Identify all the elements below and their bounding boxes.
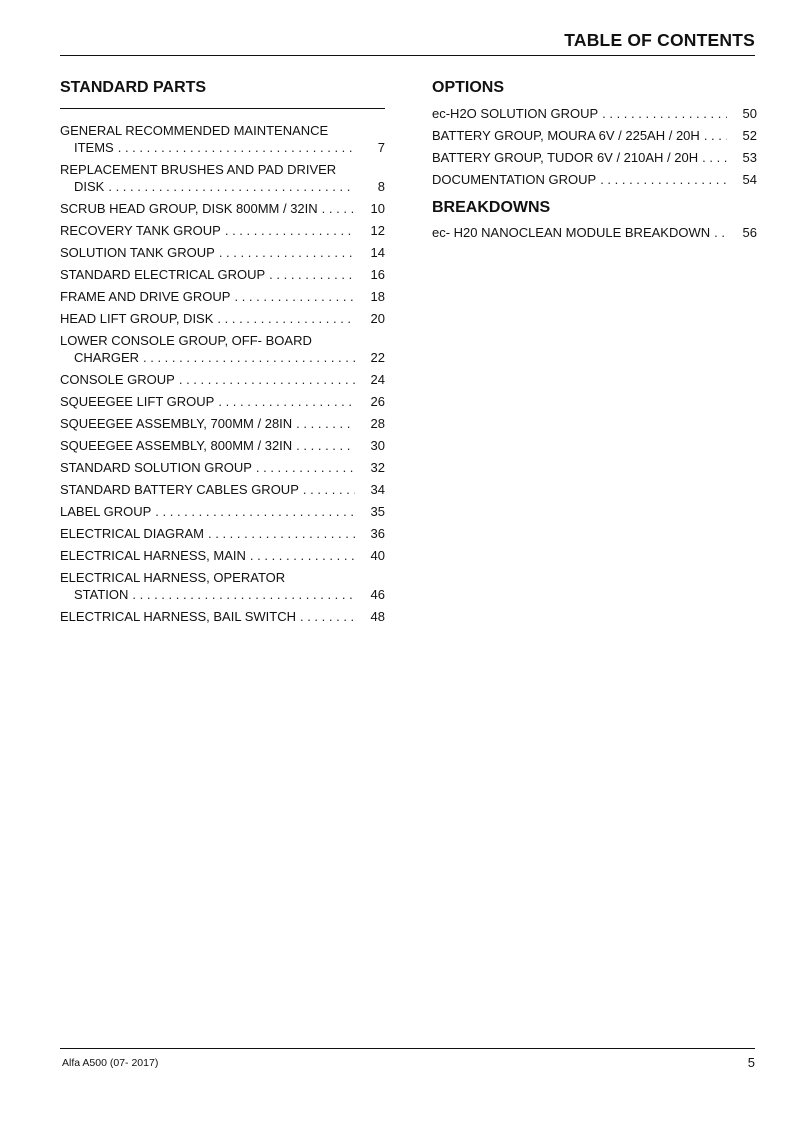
toc-page-number: 28: [370, 416, 385, 431]
dot-leader: [318, 200, 355, 217]
dot-leader: [292, 437, 355, 454]
toc-entry-text: BATTERY GROUP, MOURA 6V / 225AH / 20H: [432, 128, 700, 143]
toc-entry[interactable]: [60, 437, 385, 454]
toc-entry-title-line: REPLACEMENT BRUSHES AND PAD DRIVER: [60, 162, 337, 177]
toc-entry-text: RECOVERY TANK GROUP: [60, 223, 221, 238]
toc-page-number: 20: [370, 311, 385, 326]
toc-entry-text: ec-H2O SOLUTION GROUP: [432, 106, 599, 121]
dot-leader: [265, 266, 355, 283]
right-column: [432, 78, 757, 246]
toc-entry-text: STANDARD BATTERY CABLES GROUP: [60, 482, 299, 497]
toc-entry-title: [60, 437, 355, 454]
breakdowns-list: [432, 224, 757, 241]
toc-entry[interactable]: [60, 310, 385, 327]
standard-parts-column: [60, 78, 385, 630]
toc-entry-title-line: ELECTRICAL HARNESS, OPERATOR: [60, 570, 286, 585]
toc-page-number: 36: [370, 526, 385, 541]
toc-entry-text: SCRUB HEAD GROUP, DISK 800MM / 32IN: [60, 201, 318, 216]
toc-entry-title: [60, 481, 355, 498]
dot-leader: [252, 459, 355, 476]
toc-entry-title: [432, 105, 727, 122]
toc-page-number: 40: [370, 548, 385, 563]
toc-entry[interactable]: [60, 503, 385, 520]
toc-entry[interactable]: [60, 415, 385, 432]
dot-leader: [221, 222, 355, 239]
toc-page-number: 18: [370, 289, 385, 304]
page-title: TABLE OF CONTENTS: [564, 30, 755, 50]
breakdowns-heading: BREAKDOWNS: [432, 199, 551, 216]
toc-page-number: 14: [370, 245, 385, 260]
dot-leader: [710, 224, 727, 241]
toc-page-number: 24: [370, 372, 385, 387]
dot-leader: [230, 288, 355, 305]
toc-entry-title: [60, 332, 355, 366]
toc-page-number: 50: [742, 106, 757, 121]
toc-entry-title: [60, 122, 355, 156]
toc-entry-title: [60, 393, 355, 410]
toc-entry-title: [60, 288, 355, 305]
toc-page-number: 10: [370, 201, 385, 216]
toc-entry[interactable]: [60, 161, 385, 195]
toc-page-number: 34: [370, 482, 385, 497]
dot-leader: [214, 393, 355, 410]
toc-entry-text: STANDARD ELECTRICAL GROUP: [60, 267, 266, 282]
page-number: 5: [747, 1055, 755, 1070]
footer-divider: [60, 1048, 755, 1049]
dot-leader: [139, 349, 355, 366]
toc-entry-title: [60, 200, 355, 217]
dot-leader: [175, 371, 355, 388]
toc-entry-text: SQUEEGEE ASSEMBLY, 700MM / 28IN: [60, 416, 293, 431]
dot-leader: [698, 149, 727, 166]
toc-entry[interactable]: [60, 393, 385, 410]
standard-parts-divider: [60, 108, 385, 109]
toc-entry-title: [432, 171, 727, 188]
toc-entry-title: [60, 310, 355, 327]
dot-leader: [104, 178, 355, 195]
toc-page-number: 30: [370, 438, 385, 453]
toc-entry-title: [60, 459, 355, 476]
toc-page-number: 22: [370, 350, 385, 365]
toc-entry[interactable]: [432, 171, 757, 188]
dot-leader: [598, 105, 727, 122]
options-list: [432, 105, 757, 188]
dot-leader: [296, 608, 355, 625]
toc-entry-text: ELECTRICAL HARNESS, MAIN: [60, 548, 246, 563]
toc-page-number: 26: [370, 394, 385, 409]
dot-leader: [213, 310, 355, 327]
toc-entry[interactable]: [60, 525, 385, 542]
toc-entry-title: [60, 608, 355, 625]
toc-entry[interactable]: [60, 122, 385, 156]
dot-leader: [299, 481, 355, 498]
toc-entry-title: [60, 222, 355, 239]
toc-entry-text: FRAME AND DRIVE GROUP: [60, 289, 231, 304]
toc-entry-title: [432, 224, 727, 241]
toc-entry[interactable]: [60, 371, 385, 388]
toc-entry-text: STANDARD SOLUTION GROUP: [60, 460, 252, 475]
toc-page-number: 7: [377, 140, 385, 155]
toc-page-number: 46: [370, 587, 385, 602]
toc-page-number: 56: [742, 225, 757, 240]
toc-entry-text: ELECTRICAL DIAGRAM: [60, 526, 204, 541]
toc-entry-title: [60, 371, 355, 388]
toc-entry-title: [60, 503, 355, 520]
document-id: Alfa A500 (07- 2017): [62, 1057, 159, 1069]
toc-page-number: 35: [370, 504, 385, 519]
toc-entry[interactable]: [60, 459, 385, 476]
toc-entry-title-line: GENERAL RECOMMENDED MAINTENANCE: [60, 123, 329, 138]
toc-entry-text: HEAD LIFT GROUP, DISK: [60, 311, 214, 326]
toc-page-number: 16: [370, 267, 385, 282]
toc-entry[interactable]: [60, 288, 385, 305]
toc-entry[interactable]: [60, 481, 385, 498]
dot-leader: [292, 415, 355, 432]
toc-entry[interactable]: [60, 244, 385, 261]
toc-entry-text: LABEL GROUP: [60, 504, 152, 519]
toc-entry[interactable]: [60, 608, 385, 625]
header-divider: [60, 55, 755, 56]
toc-entry-title-line: LOWER CONSOLE GROUP, OFF- BOARD: [60, 333, 312, 348]
toc-entry-text: ec- H20 NANOCLEAN MODULE BREAKDOWN: [432, 225, 711, 240]
toc-entry-text: CONSOLE GROUP: [60, 372, 175, 387]
options-heading: OPTIONS: [432, 79, 505, 96]
toc-entry-title: [60, 547, 355, 564]
toc-page-number: 8: [377, 179, 385, 194]
dot-leader: [128, 586, 355, 603]
toc-entry-text: DOCUMENTATION GROUP: [432, 172, 597, 187]
toc-page-number: 32: [370, 460, 385, 475]
toc-entry-text: SQUEEGEE LIFT GROUP: [60, 394, 215, 409]
toc-entry-title: [60, 415, 355, 432]
toc-entry-text: BATTERY GROUP, TUDOR 6V / 210AH / 20H: [432, 150, 699, 165]
toc-entry[interactable]: [60, 332, 385, 366]
dot-leader: [204, 525, 355, 542]
toc-entry-text: STATION: [74, 587, 129, 602]
toc-entry[interactable]: [60, 200, 385, 217]
dot-leader: [700, 127, 727, 144]
toc-entry[interactable]: [432, 149, 757, 166]
toc-entry[interactable]: [432, 127, 757, 144]
toc-entry[interactable]: [432, 224, 757, 241]
dot-leader: [596, 171, 727, 188]
toc-entry-title: [60, 266, 355, 283]
toc-entry[interactable]: [60, 266, 385, 283]
toc-page-number: 12: [370, 223, 385, 238]
toc-entry-text: DISK: [74, 179, 105, 194]
toc-entry[interactable]: [60, 222, 385, 239]
toc-entry-text: SOLUTION TANK GROUP: [60, 245, 215, 260]
toc-entry-text: ITEMS: [74, 140, 114, 155]
toc-entry-text: SQUEEGEE ASSEMBLY, 800MM / 32IN: [60, 438, 293, 453]
toc-page-number: 48: [370, 609, 385, 624]
dot-leader: [215, 244, 355, 261]
toc-entry-title: [432, 149, 727, 166]
toc-entry-title: [432, 127, 727, 144]
standard-parts-heading: STANDARD PARTS: [60, 79, 207, 96]
toc-page-number: 52: [742, 128, 757, 143]
dot-leader: [114, 139, 355, 156]
toc-entry-text: ELECTRICAL HARNESS, BAIL SWITCH: [60, 609, 296, 624]
toc-entry-text: CHARGER: [74, 350, 140, 365]
standard-parts-list: [60, 122, 385, 625]
toc-page-number: 53: [742, 150, 757, 165]
toc-entry-title: [60, 244, 355, 261]
dot-leader: [151, 503, 355, 520]
toc-entry-title: [60, 525, 355, 542]
toc-entry[interactable]: [60, 547, 385, 564]
toc-entry-title: [60, 569, 355, 603]
toc-entry[interactable]: [60, 569, 385, 603]
dot-leader: [246, 547, 355, 564]
toc-entry[interactable]: [432, 105, 757, 122]
toc-page-number: 54: [742, 172, 757, 187]
toc-entry-title: [60, 161, 355, 195]
